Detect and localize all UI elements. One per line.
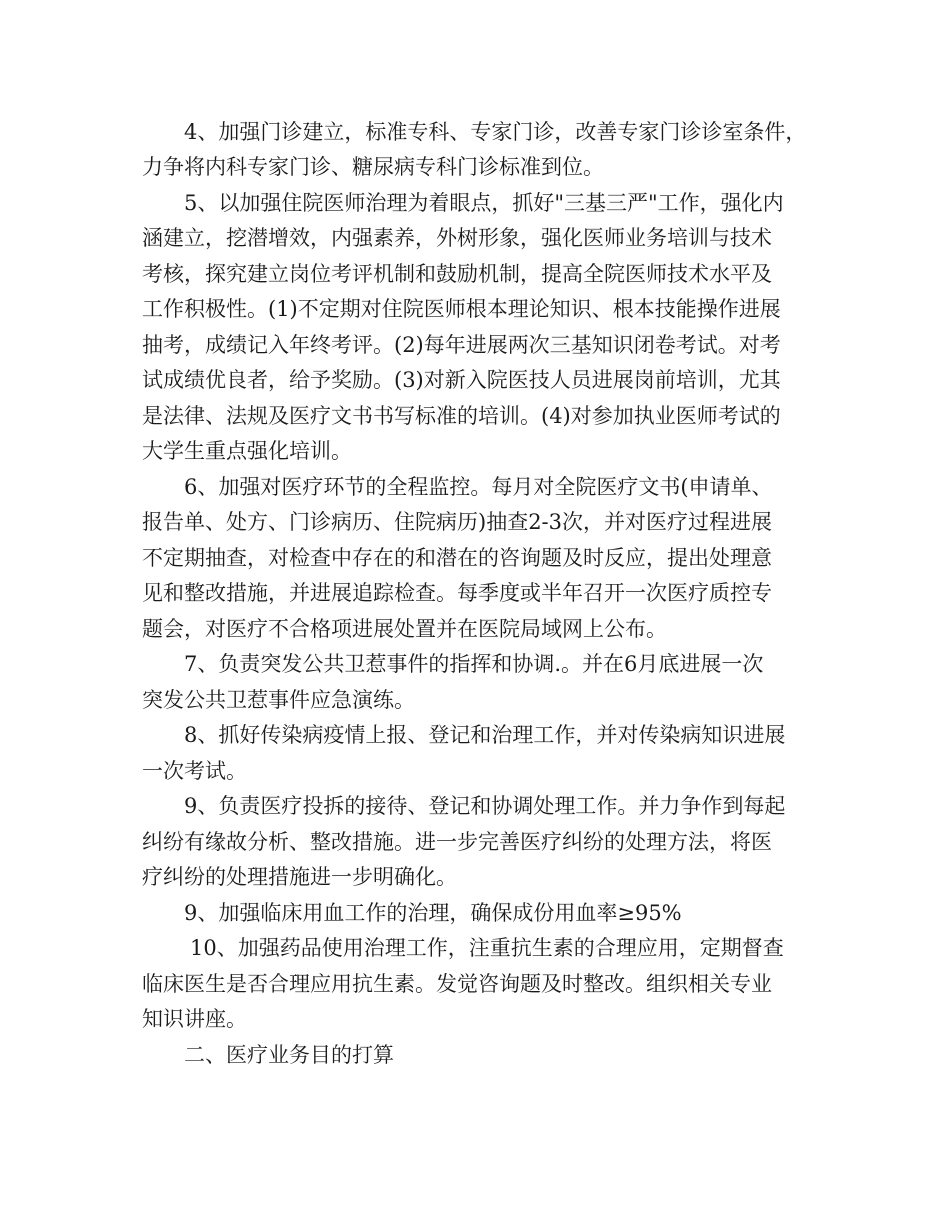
paragraph-7-line-2: 突发公共卫惹事件应急演练。 [142, 688, 415, 712]
paragraph-9a-line-1: 9、负责医疗投拆的接待、登记和协调处理工作。并力争作到每起 [184, 794, 786, 818]
section-heading-2: 二、医疗业务目的打算 [184, 1043, 394, 1067]
paragraph-6-line-3: 不定期抽查，对检查中存在的和潜在的咨询题及时反应，提出处理意 [142, 546, 772, 570]
paragraph-9a-line-2: 纠纷有缘故分析、整改措施。进一步完善医疗纠纷的处理方法，将医 [142, 830, 772, 854]
paragraph-5-line-5: 抽考，成绩记入年终考评。(2)每年进展两次三基知识闭卷考试。对考 [142, 333, 781, 357]
paragraph-5-line-3: 考核，探究建立岗位考评机制和鼓励机制，提高全院医师技术水平及 [142, 262, 772, 286]
paragraph-9b-line-1: 9、加强临床用血工作的治理，确保成份用血率≥95% [184, 901, 682, 925]
paragraph-5-line-2: 涵建立，挖潜增效，内强素养，外树形象，强化医师业务培训与技术 [142, 226, 772, 250]
paragraph-5-line-4: 工作积极性。(1)不定期对住院医师根本理论知识、根本技能操作进展 [142, 297, 781, 321]
paragraph-4-line-2: 力争将内科专家门诊、糖尿病专科门诊标准到位。 [142, 155, 604, 179]
paragraph-7-line-1: 7、负责突发公共卫惹事件的指挥和协调.。并在6月底进展一次 [184, 652, 764, 676]
paragraph-5-line-8: 大学生重点强化培训。 [142, 439, 352, 463]
paragraph-5-line-6: 试成绩优良者，给予奖励。(3)对新入院医技人员进展岗前培训，尤其 [142, 368, 781, 392]
paragraph-4-line-1: 4、加强门诊建立，标准专科、专家门诊，改善专家门诊诊室条件， [184, 120, 807, 144]
paragraph-6-line-4: 见和整改措施，并进展追踪检查。每季度或半年召开一次医疗质控专 [142, 581, 772, 605]
paragraph-6-line-5: 题会，对医疗不合格项进展处置并在医院局域网上公布。 [142, 617, 667, 641]
paragraph-5-line-7: 是法律、法规及医疗文书书写标准的培训。(4)对参加执业医师考试的 [142, 404, 781, 428]
paragraph-5-line-1: 5、以加强住院医师治理为着眼点，抓好"三基三严"工作，强化内 [184, 191, 784, 215]
paragraph-6-line-1: 6、加强对医疗环节的全程监控。每月对全院医疗文书(申请单、 [184, 475, 773, 499]
paragraph-8-line-2: 一次考试。 [142, 759, 247, 783]
paragraph-10-line-3: 知识讲座。 [142, 1007, 247, 1031]
paragraph-9a-line-3: 疗纠纷的处理措施进一步明确化。 [142, 865, 457, 889]
paragraph-6-line-2: 报告单、处方、门诊病历、住院病历)抽查2-3次，并对医疗过程进展 [142, 510, 773, 534]
paragraph-8-line-1: 8、抓好传染病疫情上报、登记和治理工作，并对传染病知识进展 [184, 723, 786, 747]
paragraph-10-line-1: 10、加强药品使用治理工作，注重抗生素的合理应用，定期督查 [190, 936, 784, 960]
paragraph-10-line-2: 临床医生是否合理应用抗生素。发觉咨询题及时整改。组织相关专业 [142, 972, 772, 996]
